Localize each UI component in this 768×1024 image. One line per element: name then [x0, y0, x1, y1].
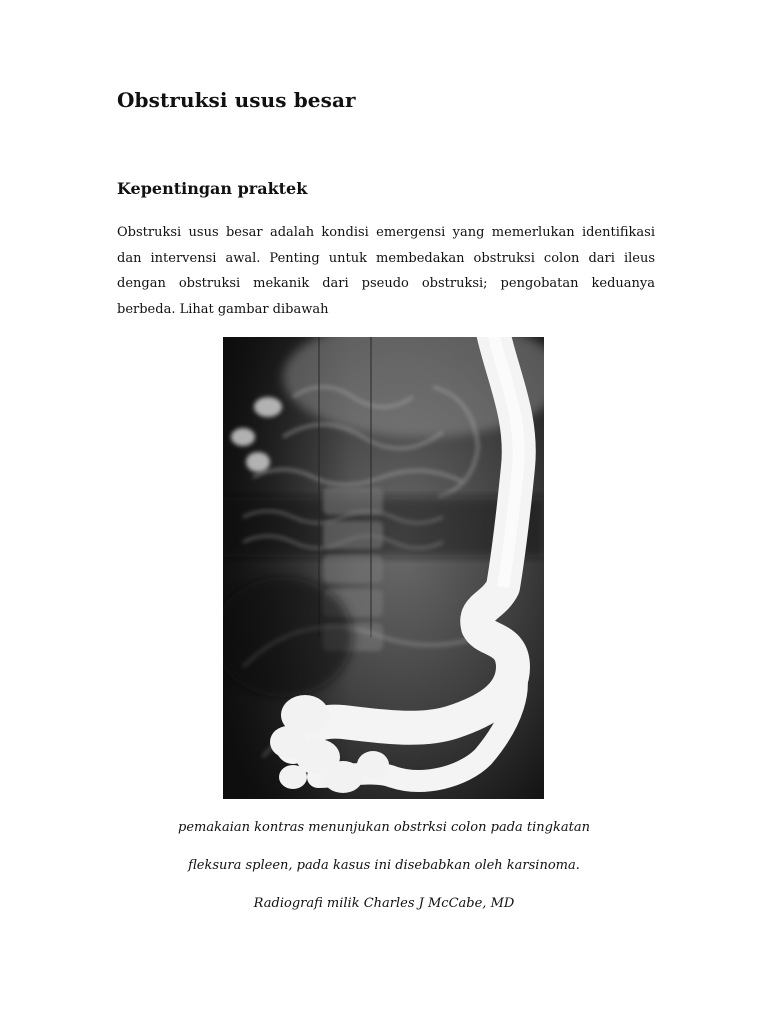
body-paragraph: Obstruksi usus besar adalah kondisi emergensi yang memerlukan identifikasi dan intervensi awal. Penting untuk membedakan obstruksi colon dari ileus dengan obstruksi mekanik dari pseudo obstruksi; pengobatan keduanya berbeda. Lihat gambar dibawah [117, 225, 655, 317]
radiograph-image [223, 337, 544, 799]
figure-caption-line-1: pemakaian kontras menunjukan obstrksi colon pada tingkatan [178, 820, 590, 835]
section-heading: Kepentingan praktek [117, 179, 308, 198]
page-title: Obstruksi usus besar [117, 88, 356, 112]
figure-credit: Radiografi milik Charles J McCabe, MD [253, 896, 515, 911]
figure-caption-line-2: fleksura spleen, pada kasus ini disebabkan oleh karsinoma. [188, 858, 580, 873]
